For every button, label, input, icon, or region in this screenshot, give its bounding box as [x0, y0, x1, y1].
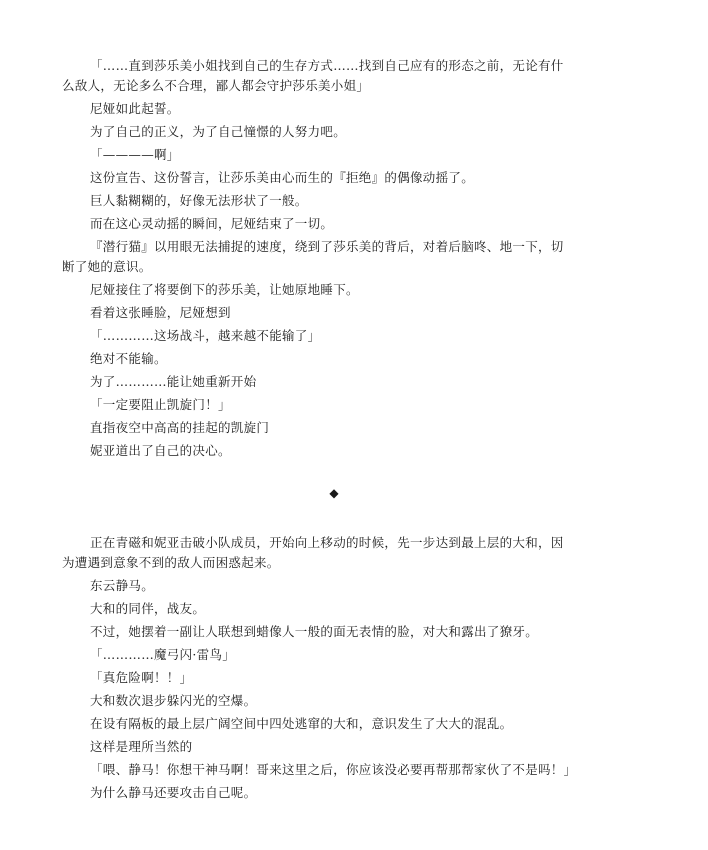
- paragraph: 这样是理所当然的: [90, 739, 193, 754]
- paragraph: 「喂、静马！你想干神马啊！哥来这里之后，你应该没必要再帮那帮家伙了不是吗！」: [90, 762, 577, 777]
- paragraph: 「一定要阻止凯旋门！」: [90, 397, 231, 412]
- paragraph: 直指夜空中高高的挂起的凯旋门: [90, 420, 270, 435]
- section-one: [62, 56, 576, 461]
- paragraph: 为了…………能让她重新开始: [90, 374, 257, 389]
- paragraph: 尼娅如此起誓。: [90, 101, 180, 116]
- paragraph: 不过，她摆着一副让人联想到蜡像人一般的面无表情的脸，对大和露出了獠牙。: [90, 624, 539, 639]
- paragraph: 「————啊」: [90, 147, 180, 162]
- paragraph: 而在这心灵动摇的瞬间，尼娅结束了一切。: [90, 216, 334, 231]
- paragraph: 为了自己的正义，为了自己憧憬的人努力吧。: [90, 124, 347, 139]
- paragraph: 正在青磁和妮亚击破小队成员，开始向上移动的时候，先一步达到最上层的大和，因为遭遇到意象不到的敌人而困惑起来。: [62, 535, 564, 570]
- paragraph: 为什么静马还要攻击自己呢。: [90, 785, 257, 800]
- paragraph: 大和的同伴，战友。: [90, 601, 206, 616]
- paragraph: 在设有隔板的最上层广阔空间中四处逃窜的大和，意识发生了大大的混乱。: [90, 716, 513, 731]
- paragraph: 尼娅接住了将要倒下的莎乐美，让她原地睡下。: [90, 282, 359, 297]
- paragraph: 看着这张睡脸，尼娅想到: [90, 305, 231, 320]
- paragraph: 这份宣告、这份誓言，让莎乐美由心而生的『拒绝』的偶像动摇了。: [90, 170, 475, 185]
- document-page: [62, 56, 576, 806]
- paragraph: 「……直到莎乐美小姐找到自己的生存方式……找到自己应有的形态之前，无论有什么敌人，无论多么不合理，鄙人都会守护莎乐美小姐」: [62, 58, 564, 93]
- paragraph: 大和数次退步躲闪光的空爆。: [90, 693, 257, 708]
- paragraph: 『潜行猫』以用眼无法捕捉的速度，绕到了莎乐美的背后，对着后脑咚、地一下，切断了她的意识。: [62, 239, 564, 274]
- section-two: [62, 533, 576, 803]
- paragraph: 绝对不能输。: [90, 351, 167, 366]
- paragraph: 「真危险啊！！」: [90, 670, 193, 685]
- paragraph: 东云静马。: [90, 578, 155, 593]
- paragraph: 「…………魔弓闪·雷鸟」: [90, 647, 236, 662]
- paragraph: 巨人黏糊糊的，好像无法形状了一般。: [90, 193, 308, 208]
- section-separator: ◆: [329, 486, 339, 500]
- paragraph: 「…………这场战斗，越来越不能输了」: [90, 328, 321, 343]
- paragraph: 妮亚道出了自己的决心。: [90, 443, 231, 458]
